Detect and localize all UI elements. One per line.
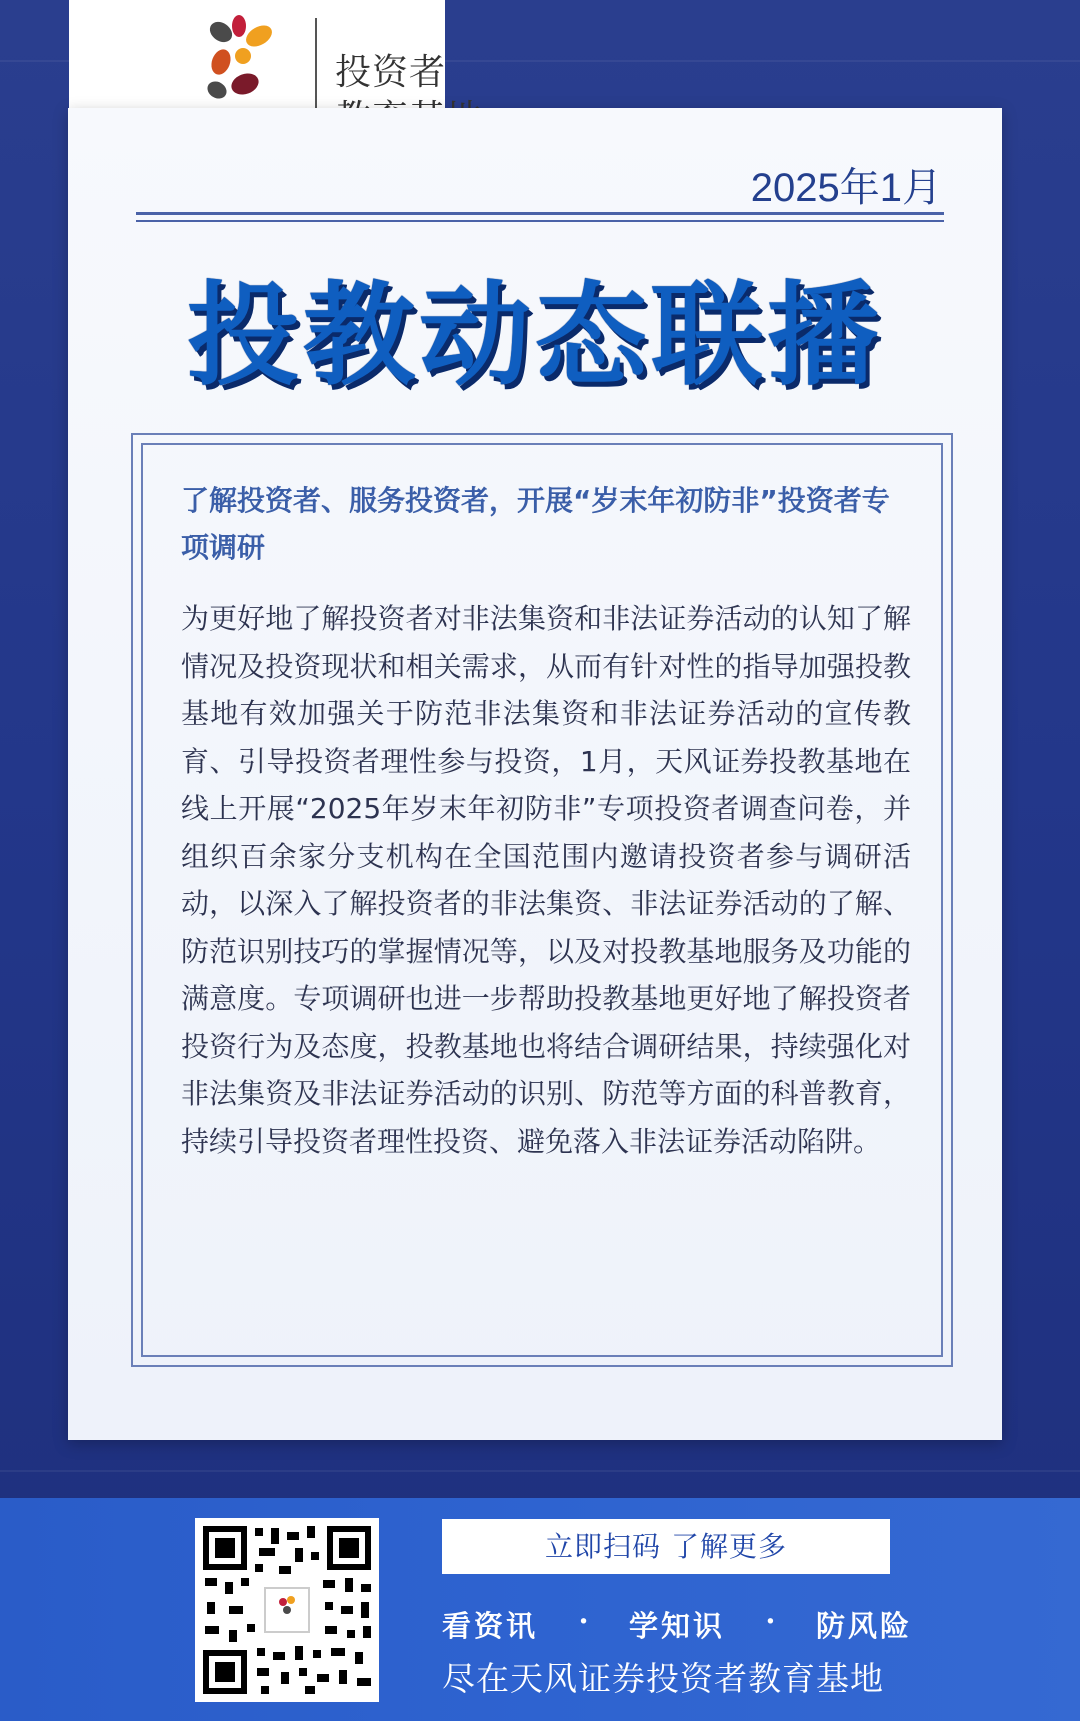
background-decoration xyxy=(0,1470,1080,1472)
slogan-separator: · xyxy=(765,1604,776,1638)
header-rule xyxy=(136,220,944,222)
article-body: 为更好地了解投资者对非法集资和非法证券活动的认知了解情况及投资现状和相关需求，从而有针对性的指导加强投教基地有效加强关于防范非法集资和非法证券活动的宣传教育、引导投资者理性参与投资，1月，天风证券投教基地在线上开展“2025年岁末年初防非”专项投资者调查问卷，并组织百余家分支机构在全国范围内邀请投资者参与调研活动，以深入了解投资者的非法集资、非法证券活动的了解、防范识别技巧的掌握情况等，以及对投教基地服务及功能的满意度。专项调研也进一步帮助投教基地更好地了解投资者投资行为及态度，投教基地也将结合调研结果，持续强化对非法集资及非法证券活动的识别、防范等方面的科普教育，持续引导投资者理性投资、避免落入非法证券活动陷阱。 xyxy=(181,602,911,1158)
header-rule xyxy=(136,212,944,215)
footer-tagline: 尽在天风证券投资者教育基地 xyxy=(442,1659,884,1698)
qr-code-icon[interactable] xyxy=(195,1518,379,1702)
article-subtitle: 了解投资者、服务投资者，开展“岁末年初防非”投资者专项调研 xyxy=(181,484,890,564)
footer-band xyxy=(0,1498,1080,1721)
brand-flower-logo-icon xyxy=(199,14,279,104)
page-title: 投教动态联播 xyxy=(187,271,883,401)
footer-slogan xyxy=(442,1604,912,1645)
slogan-separator: · xyxy=(578,1604,589,1638)
base-title-line1: 投资者 xyxy=(335,52,447,93)
slogan-item: 看资讯 xyxy=(442,1609,539,1643)
article-frame xyxy=(131,433,953,1367)
newsletter-panel xyxy=(68,108,1002,1440)
slogan-item: 学知识 xyxy=(628,1609,725,1643)
slogan-item: 防风险 xyxy=(815,1609,912,1643)
scan-cta-button[interactable]: 立即扫码 了解更多 xyxy=(442,1519,890,1574)
issue-date: 2025年1月 xyxy=(750,166,942,210)
